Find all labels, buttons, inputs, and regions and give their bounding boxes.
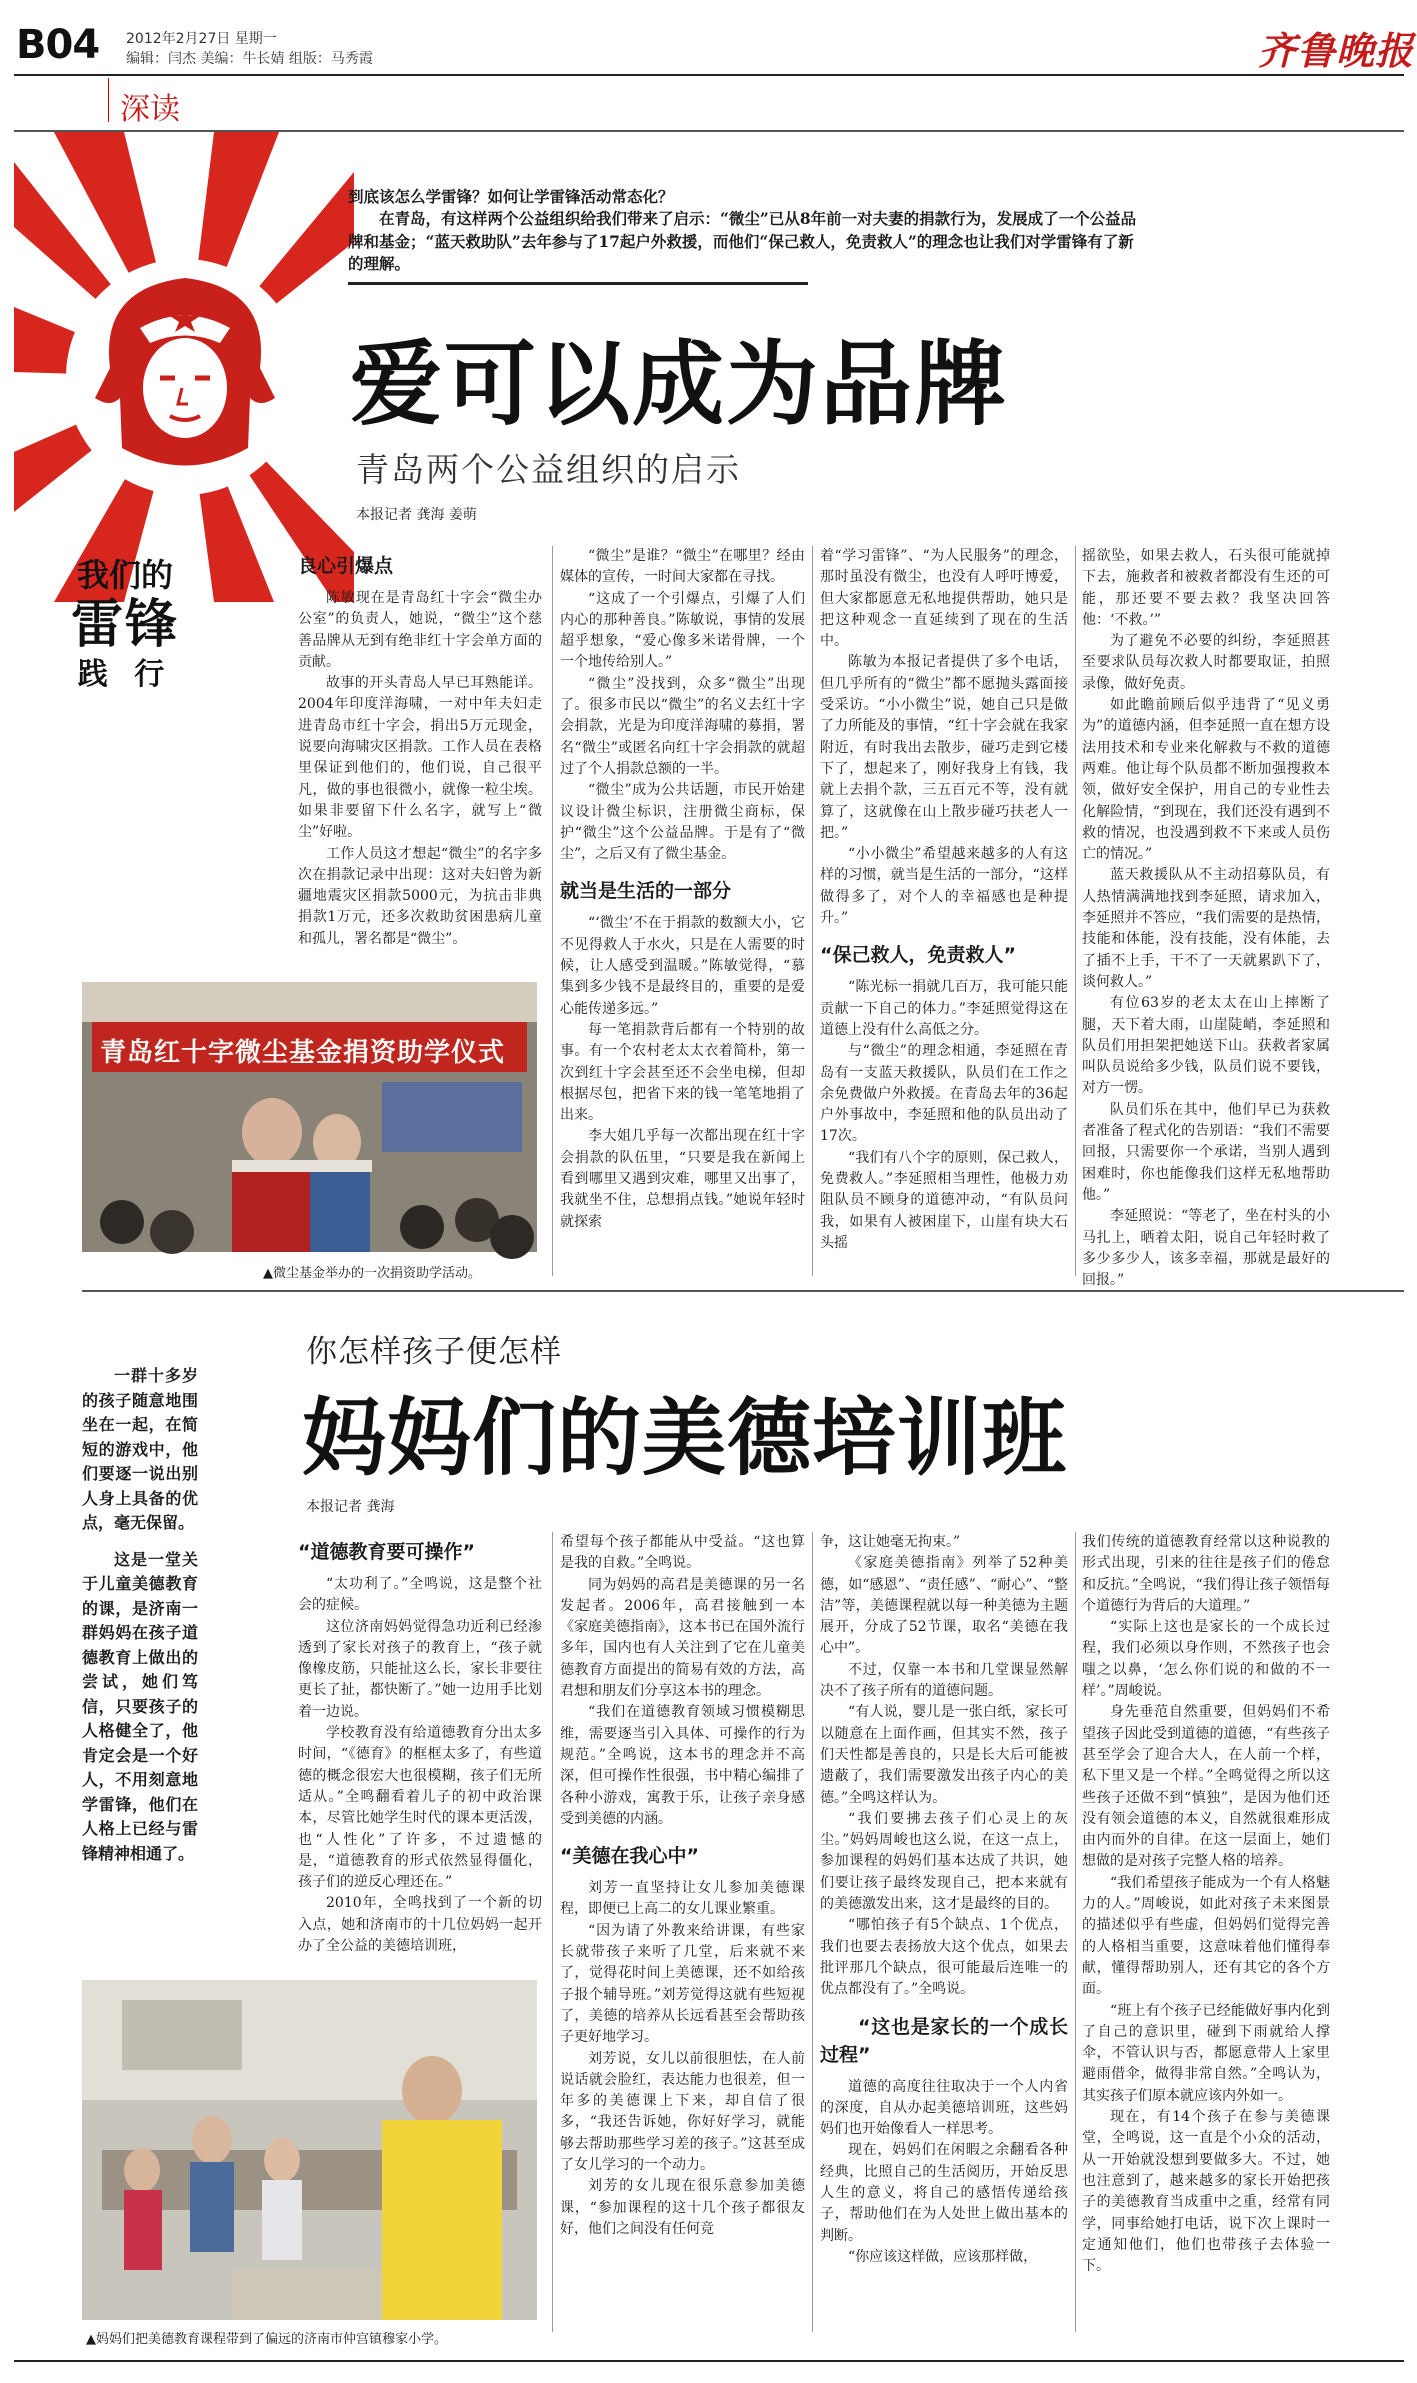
story1-col3 <box>820 546 1068 1278</box>
story2-col4-p1: 我们传统的道德教育经常以这种说教的形式出现，引来的往往是孩子们的倦怠和反抗。”全鸣说，“我们得让孩子领悟每个道德行为背后的大道理。” <box>1082 1534 1330 1614</box>
story1-col2b-p3: 李大姐几乎每一次都出现在红十字会捐款的队伍里，“只要是我在新闻上看到哪里又遇到灾难，哪里又出事了，我就坐不住，总想捐点钱。”她说年轻时就探索 <box>560 1128 805 1230</box>
column-tag <box>70 556 180 694</box>
story2-col1-p1: “太功利了。”全鸣说，这是整个社会的症候。 <box>298 1576 542 1614</box>
story1-col4 <box>1082 546 1330 1289</box>
story1-photo <box>82 982 537 1252</box>
story1-col3-p2: 陈敏为本报记者提供了多个电话，但几乎所有的“微尘”都不愿抛头露面接受采访。“小小微尘”说，她自己只是做了力所能及的事情，“红十字会就在我家附近，有时我出去散步，碰巧走到它楼下了，想起来了，刚好我身上有钱，我就上去捐个款，三五百元不等，没有就算了，这就像在山上散步碰巧扶老人一把。” <box>820 654 1068 841</box>
story2-kicker: 你怎样孩子便怎样 <box>306 1334 562 1370</box>
date-line: 2012年2月27日 星期一 <box>126 31 277 47</box>
masthead-logo: 齐鲁晚报 <box>1258 28 1415 73</box>
story1-col1-p3: 工作人员这才想起“微尘”的名字多次在捐款记录中出现：这对夫妇曾为新疆地震灾区捐款5000元，为抗击非典捐款1万元，还多次救助贫困患病儿童和孤儿，署名都是“微尘”。 <box>298 845 542 947</box>
story2-col3-p6: “哪怕孩子有5个缺点、1个优点，我们也要去表扬放大这个优点，如果去批评那几个缺点，很可能最后连唯一的优点都没有了。”全鸣说。 <box>820 1917 1068 1998</box>
story2-col2b-p4: 刘芳的女儿现在很乐意参加美德课，“参加课程的这十几个孩子都很友好，他们之间没有任何竞 <box>560 2178 805 2237</box>
column-tag-line1: 我们的 <box>76 556 173 594</box>
story2-col1-p2: 这位济南妈妈觉得急功近利已经渗透到了家长对孩子的教育上，“孩子就像橡皮筋，只能扯这么长，家长非要往更长了扯，都快断了。”她一边用手比划着一边说。 <box>298 1618 542 1720</box>
story1-col4-p7: 李延照说：“等老了，坐在村头的小马扎上，晒着太阳，说自己年轻时救了多少多少人，该多幸福，那就是最好的回报。” <box>1082 1208 1330 1289</box>
story1-col3b-p3: “我们有八个字的原则，保己救人，免费救人。”李延照相当理性，他极力劝阻队员不顾身的道德冲动，“有队员问我，如果有人被困崖下，山崖有块大石头摇 <box>820 1149 1068 1251</box>
story1-col2-p3: “微尘”没找到，众多“微尘”出现了。很多市民以“微尘”的名义去红十字会捐款，光是为印度洋海啸的募捐，署名“微尘”或匿名向红十字会捐款的就超过了个人捐款总额的一半。 <box>560 675 805 777</box>
column-rule <box>1075 1532 1076 2332</box>
story1-col3-heading: “保己救人，免责救人” <box>820 944 1016 967</box>
story1-col4-p3: 如此瞻前顾后似乎违背了“见义勇为”的道德内涵，但李延照一直在想方设法用技术和专业来化解救与不救的道德两难。他让每个队员都不断加强搜救本领，做好安全保护，用自己的专业性去化解险情，“到现在，我们还没有遇到不救的情况，也没遇到救不下来或人员伤亡的情况。” <box>1082 697 1330 863</box>
story1-col4-p5: 有位63岁的老太太在山上摔断了腿，天下着大雨，山崖陡峭，李延照和队员们用担架把她送下山。获救者家属叫队员说给多少钱，队员们说不要钱，对方一愣。 <box>1082 995 1330 1097</box>
story2-col4-p2: “实际上这也是家长的一个成长过程，我们必须以身作则，不然孩子也会嗤之以鼻，‘怎么你们说的和做的不一样’。”周峻说。 <box>1082 1619 1330 1700</box>
story1-col2b-p1: “‘微尘’不在于捐款的数额大小，它不见得救人于水火，只是在人需要的时候，让人感受到温暖。”陈敏觉得，“慕集到多少钱不是最终目的，重要的是爱心能传递多远。” <box>560 915 805 1017</box>
sidebar-p2: 这是一堂关于儿童美德教育的课，是济南一群妈妈在孩子道德教育上做出的尝试，她们笃信，只要孩子的人格健全了，他肯定会是一个好人，不用刻意地学雷锋，他们在人格上已经与雷锋精神相通了。 <box>82 1549 198 1863</box>
story2-col4 <box>1082 1532 1330 2332</box>
story2-col1-p3: 学校教育没有给道德教育分出太多时间，“《德育》的框框太多了，有些道德的概念很宏大也很模糊，孩子们无所适从。”全鸣翻看着儿子的初中政治课本，尽管比她学生时代的课本更活泼，也“人性化”了许多，不过遗憾的是，“道德教育的形式依然显得僵化，孩子们的逆反心理还在。” <box>298 1725 542 1891</box>
story2-col3-p1: 争，这让她毫无拘束。” <box>820 1534 961 1550</box>
story2-byline: 本报记者 龚海 <box>306 1499 395 1515</box>
column-rule <box>552 546 553 1276</box>
story2-col2 <box>560 1532 805 2332</box>
story1-col3-p3: “小小微尘”希望越来越多的人有这样的习惯，就当是生活的一部分，“这样做得多了，对个人的幸福感也是种提升。” <box>820 846 1068 927</box>
story2-headline: 妈妈们的美德培训班 <box>302 1389 1068 1487</box>
column-rule <box>812 1532 813 2332</box>
story1-col3b-p2: 与“微尘”的理念相通，李延照在青岛有一支蓝天救援队，队员们在工作之余免费做户外救援。在青岛去年的36起户外事故中，李延照和他的队员出动了17次。 <box>820 1043 1068 1145</box>
story2-col3b-p1: 道德的高度往往取决于一个人内省的深度，自从办起美德培训班，这些妈妈们也开始像看人一样思考。 <box>820 2078 1068 2138</box>
page-bottom-rule <box>14 2360 1404 2362</box>
story2-caption: ▲妈妈们把美德教育课程带到了偏远的济南市仲宫镇穆家小学。 <box>86 2332 447 2347</box>
staff-line: 编辑：闫杰 美编：牛长婧 组版：马秀霞 <box>126 51 373 67</box>
story1-col2 <box>560 546 805 1278</box>
header-rule <box>14 74 1404 76</box>
story2-col4-p5: “班上有个孩子已经能做好事内化到了自己的意识里，碰到下雨就给人撑伞，不管认识与否，都愿意带人上家里避雨借伞，做得非常自然。”全鸣认为，其实孩子们原本就应该内外如一。 <box>1082 2002 1330 2104</box>
section-divider <box>108 78 109 122</box>
story2-col2b-p2: “因为请了外教来给讲课，有些家长就带孩子来听了几堂，后来就不来了，觉得花时间上美德课，还不如给孩子报个辅导班。”刘芳觉得这就有些短视了，美德的培养从长远看甚至会帮助孩子更好地学习。 <box>560 1922 805 2046</box>
story2-col3b-p3: “你应该这样做，应该那样做， <box>848 2248 1038 2265</box>
subheadline: 青岛两个公益组织的启示 <box>356 450 741 489</box>
story-separator <box>82 1290 1404 1292</box>
story2-col2-p2: 同为妈妈的高君是美德课的另一名发起者。2006年，高君接触到一本《家庭美德指南》，这本书已在国外流行多年，国内也有人关注到了它在儿童美德教育方面提出的简易有效的方法，高君想和朋友们分享这本书的理念。 <box>560 1576 805 1700</box>
story1-caption: ▲微尘基金举办的一次捐资助学活动。 <box>263 1266 481 1281</box>
story1-col4-p1: 摇欲坠，如果去救人，石头很可能就掉下去，施救者和被救者都没有生还的可能，那还要不要去救？我坚决回答他：‘不救。’” <box>1082 548 1330 628</box>
story1-col4-p2: 为了避免不必要的纠纷，李延照甚至要求队员每次救人时都要取证，拍照录像，做好免责。 <box>1082 633 1330 692</box>
story2-col3-p3: 不过，仅靠一本书和几堂课显然解决不了孩子所有的道德问题。 <box>820 1661 1068 1700</box>
story2-photo <box>82 1980 537 2320</box>
story2-col2b-p1: 刘芳一直坚持让女儿参加美德课程，即便已上高二的女儿课业繁重。 <box>560 1880 805 1918</box>
section-name: 深读 <box>120 92 180 127</box>
story1-col1-p1: 陈敏现在是青岛红十字会“微尘办公室”的负责人，她说，“微尘”这个慈善品牌从无到有绝非红十字会单方面的贡献。 <box>298 590 542 670</box>
story1-col3b-p1: “陈光标一捐就几百万，我可能只能贡献一下自己的体力。”李延照觉得这在道德上没有什么高低之分。 <box>820 979 1068 1038</box>
story2-col2b-p3: 刘芳说，女儿以前很胆怯，在人前说话就会脸红，表达能力也很差，但一年多的美德课上下来，却自信了很多，“我还告诉她，你好好学习，就能够去帮助那些学习差的孩子。”这甚至成了女儿学习的一个动力。 <box>560 2050 805 2174</box>
story2-sidebar <box>82 1364 198 1924</box>
story1-col2-heading: 就当是生活的一部分 <box>560 880 732 903</box>
story2-col3-p4: “有人说，婴儿是一张白纸，家长可以随意在上面作画，但其实不然，孩子们天性都是善良的，只是长大后可能被遗蔽了，我们需要激发出孩子内心的美德。”全鸣这样认为。 <box>820 1704 1068 1806</box>
story2-col1 <box>298 1534 542 1974</box>
story1-col3-p1: 着“学习雷锋”、“为人民服务”的理念，那时虽没有微尘，也没有人呼吁博爱，但大家都愿意无私地提供帮助，她只是把这种观念一直延续到了现在的生活中。 <box>820 548 1068 650</box>
column-rule <box>812 546 813 1276</box>
story2-col3b-p2: 现在，妈妈们在闲暇之余翻看各种经典，比照自己的生活阅历，开始反思人生的意义，将自己的感悟传递给孩子，帮助他们在为人处世上做出基本的判断。 <box>820 2142 1068 2244</box>
story2-col1-heading: “道德教育要可操作” <box>298 1541 475 1563</box>
byline: 本报记者 龚海 姜萌 <box>356 507 477 523</box>
story1-col2-p2: “这成了一个引爆点，引爆了人们内心的那种善良。”陈敏说，事情的发展超乎想象，“爱心像多米诺骨牌，一个一个地传给别人。” <box>560 590 805 671</box>
story1-col2-p4: “微尘”成为公共话题，市民开始建议设计微尘标识，注册微尘商标，保护“微尘”这个公益品牌。于是有了“微尘”，之后又有了微尘基金。 <box>560 782 805 863</box>
column-rule <box>1075 546 1076 1276</box>
lead-underline <box>348 282 808 285</box>
column-tag-line3: 践 行 <box>77 657 173 692</box>
page-number: B04 <box>16 22 100 68</box>
sidebar-p1: 一群十多岁的孩子随意地围坐在一起，在简短的游戏中，他们要逐一说出别人身上具备的优点，毫无保留。 <box>82 1366 198 1532</box>
photo-banner-text: 青岛红十字微尘基金捐资助学仪式 <box>100 1038 506 1068</box>
story2-col3-p2: 《家庭美德指南》列举了52种美德，如“感恩”、“责任感”、“耐心”、“整洁”等，美德课程就以每一种美德为主题展开，分成了52节课，取名“美德在我心中”。 <box>820 1555 1068 1657</box>
story2-col4-p3: 身先垂范自然重要，但妈妈们不希望孩子因此受到道德的道德，“有些孩子甚至学会了迎合大人，在人前一个样，私下里又是一个样。”全鸣觉得之所以这些孩子还做不到“慎独”，是因为他们还没有领会道德的本义，自然就很难形成由内而外的自律。在这一层面上，她们想做的是对孩子完整人格的培养。 <box>1082 1704 1330 1870</box>
column-tag-line2: 雷锋 <box>70 595 179 655</box>
lead-paragraph: 在青岛，有这样两个公益组织给我们带来了启示：“微尘”已从8年前一对夫妻的捐款行为，发展成了一个公益品牌和基金；“蓝天救助队”去年参与了17起户外救援，而他们“保己救人，免责救人”的理念也让我们对学雷锋有了新的理解。 <box>348 209 1137 273</box>
story2-col1-p4: 2010年，全鸣找到了一个新的切入点，她和济南市的十几位妈妈一起开办了全公益的美德培训班， <box>298 1895 542 1955</box>
story1-col2-p1: “微尘”是谁？“微尘”在哪里？经由媒体的宣传，一时间大家都在寻找。 <box>560 548 805 586</box>
story1-col4-p6: 队员们乐在其中，他们早已为获救者准备了程式化的告别语：“我们不需要回报，只需要你一个承诺，当别人遇到困难时，你也能像我们这样无私地帮助他。” <box>1082 1101 1330 1203</box>
lead-question: 到底该怎么学雷锋？如何让学雷锋活动常态化？ <box>348 187 674 206</box>
story1-col1-p2: 故事的开头青岛人早已耳熟能详。2004年印度洋海啸，一对中年夫妇走进青岛市红十字会，捐出5万元现金，说要向海啸灾区捐款。工作人员在表格里保证到他们的，他们说，自己很平凡，做的事也很微小，就像一粒尘埃。如果非要留下什么名字，就写上“微尘”好啦。 <box>298 675 542 841</box>
story1-col1-heading: 良心引爆点 <box>298 555 394 577</box>
story2-col4-p4: “我们希望孩子能成为一个有人格魅力的人。”周峻说，如此对孩子未来图景的描述似乎有些虚，但妈妈们觉得完善的人格相当重要，这意味着他们懂得奉献，懂得帮助别人，还有其它的各个方面。 <box>1082 1874 1330 1998</box>
story2-col4-p6: 现在，有14个孩子在参与美德课堂，全鸣说，这一直是个小众的活动，从一开始就没想到要做多大。不过，她也注意到了，越来越多的家长开始把孩子的美德教育当成重中之重，经常有同学，同事给她打电话，说下次上课时一定通知他们，他们也带孩子去体验一下。 <box>1082 2109 1330 2275</box>
story2-col2-p1: 希望每个孩子都能从中受益。“这也算是我的自救。”全鸣说。 <box>560 1534 805 1572</box>
story2-col3 <box>820 1532 1068 2332</box>
story2-col3-heading: “这也是家长的一个成长过程” <box>820 2015 1068 2066</box>
story2-col2-p3: “我们在道德教育领域习惯模糊思维，需要逐当引入具体、可操作的行为规范。”全鸣说，这本书的理念并不高深，但可操作性很强，书中精心编排了各种小游戏，寓教于乐，让孩子亲身感受到美德的内涵。 <box>560 1704 805 1827</box>
column-rule <box>552 1532 553 2332</box>
story2-col2-heading: “美德在我心中” <box>560 1845 699 1868</box>
story1-col1 <box>298 548 542 980</box>
lei-feng-portrait <box>70 248 300 478</box>
story1-col4-p4: 蓝天救援队从不主动招募队员，有人热情满满地找到李延照，请求加入，李延照并不答应，“我们需要的是热情，技能和体能，没有技能，没有体能，去了插不上手，干不了一天就累趴下了，谈何救人。” <box>1082 867 1330 990</box>
story2-col3-p5: “我们要拂去孩子们心灵上的灰尘。”妈妈周峻也这么说，在这一点上，参加课程的妈妈们基本达成了共识，她们要让孩子最终发现自己，把本来就有的美德激发出来，这才是最终的目的。 <box>820 1810 1068 1913</box>
story1-col2b-p2: 每一笔捐款背后都有一个特别的故事。有一个农村老太太衣着简朴，第一次到红十字会甚至还不会坐电梯，但却根据尽包，把省下来的钱一笔笔地捐了出来。 <box>560 1021 805 1124</box>
headline: 爱可以成为品牌 <box>350 331 1009 438</box>
